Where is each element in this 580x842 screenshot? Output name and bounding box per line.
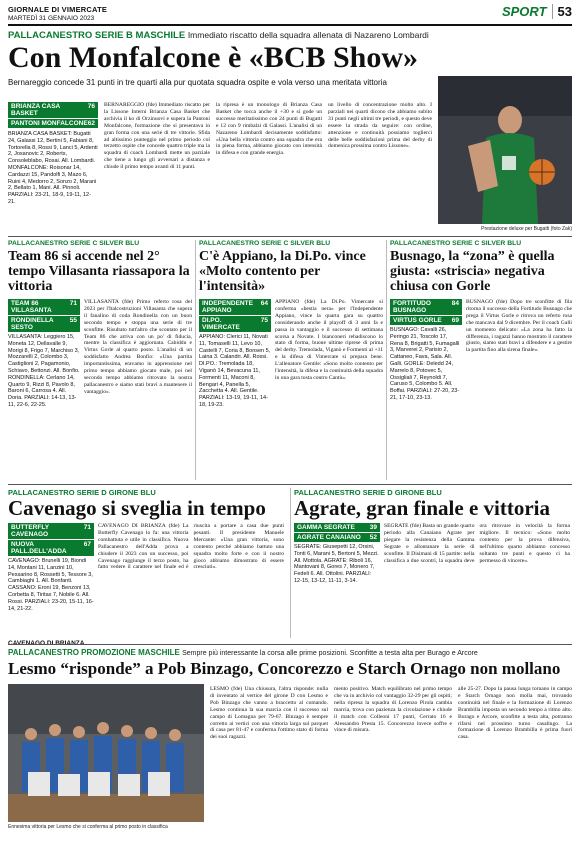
main-col-1: BERNAREGGIO (fde) Immediato riscatto per la Lissone Interni Brianza Casa Basket che archivia il ko di Orzinuovi e supera la Pantoni Monfalcone, formazione che si presentava in gran forma con una serie di tre vittorie. Sfida ad altissimo punteggio nel primo periodo col terzetto ospite che concede quattro triple ma la squadra di coach Lombardi mette un parziale che tiene a lungo gli avversari a distanza e chiude il primo tempo avanti di 11 punti. [104, 102, 210, 171]
main-col-2: la ripresa è un monologo di Brianza Casa Basket che tocca anche il +30 e si gode un successo meritatissimo con 24 punti di Bugatti e 12 con 9 rimbalzi di Galassi. L'analisi di un Nazareno Lombardi decisamente soddisfatto: «Una bella vittoria contro una squadra che era in piena forma, abbiamo giocato con intensità in difesa e con grande energia. [216, 102, 322, 157]
article-kicker: PALLACANESTRO SERIE C SILVER BLU [390, 240, 522, 247]
article-busnago [390, 240, 572, 482]
main-photo-caption: Prestazione deluxe per Bugatti (foto Zak) [481, 226, 572, 232]
bottom-kicker-label: PALLACANESTRO PROMOZIONE MASCHILE [8, 648, 180, 657]
team-photo [8, 684, 204, 822]
bottom-kicker [8, 648, 578, 657]
main-kicker [8, 30, 578, 41]
home-team: INDEPENDENTE APPIANO 64 [199, 299, 271, 315]
main-scorebox [8, 102, 98, 255]
article-headline: C'è Appiano, la Di.Po. vince «Molto contento per l'intensità» [199, 249, 366, 294]
article-body: SEGRATE (fde) Basta un grande quarto periodo alla Canaiano Agrate per piegare la resistenza della Gamma Segrate e allontanare la serie di sconfitte. Il Disimani di 15 partite: nella classifica a due scontri, la squadra deve ora ritrovare in velocità la forma migliore. Il tecnico: «Sono molto contento per la prova difensiva, nell'ultimo quarto abbiamo concesso soltanto tre punti e questo ci ha permesso di vincere». [384, 523, 570, 564]
main-col-3: un livello di concentrazione molto alto. I parziali nei quarti dicono che abbiamo subito 31 punti negli ultimi tre periodi, e questo deve essere la strada da seguire: con ordine, attenzione e continuità possiamo toglierci delle belle soddisfazioni prima del derby di domenica prossima contro Lissone». [328, 102, 432, 150]
basketball-player-photo [438, 76, 572, 224]
article-body: VILLASANTA (fde) Primo referto rosa del 2023 per l'Italcostruzioni Villasanta che supera il fanalino di coda Rondinella con un buon secondo tempo e stoppa una serie di tre sconfitte. Risultato tutt'altro che scontato per il Team 86 che arriva con un po' di fiducia, mentre la classifica è aggiornata. Cabiddu e Virtus Gorle al quarto posto. L'analisi di un soddisfatto Andrea Bonfio: «Una partita importantissima, eravamo in apprensione nel primo tempo abbiamo giocato male, poi nel secondo tempo abbiamo ritrovato la nostra pallacanestro e siamo stati bravi a mantenere il vantaggio». [84, 299, 192, 395]
away-team: DI.PO. VIMERCATE 75 [199, 316, 271, 332]
masthead [8, 6, 107, 23]
divider-3 [8, 644, 572, 645]
article-body: BUSNAGO (fde) Dopo tre sconfitte di fila ritorna il successo della Fortitudo Busnago che prega il Virtus Gorle e ritrova un referto rosa che mancava dal 9 dicembre. Per il coach Galli un momento delicato: «La zona ha fatto la differenza, i ragazzi hanno mostrato il carattere giusto, siamo stati bravi a difendere e a gestire la partita fino alla sirena finale». [466, 299, 572, 354]
article-body: CAVENAGO DI BRIANZA (fde) La Butterfly Cavenago lo fa: una vittoria combattuta e utile in classifica. Nuova Pallacanestro dell'Adda prova a chiudere il 2023 con un successo, poi Cavenago raggiunge il terzo posto, ha fatto vedere il carattere nel finale ed è riuscita a portare a casa due punti pesanti. Il presidente Manuele Mercante: «Una gran vittoria, sono contento perché abbiamo battuto una squadra molto forte e con il nostro gioco abbiamo dimostrato di essere cresciuti». [98, 523, 284, 571]
article-cavenago [8, 488, 286, 640]
home-team: GAMMA SEGRATE 39 [294, 523, 380, 532]
main-kicker-label: PALLACANESTRO SERIE B MASCHILE [8, 30, 186, 41]
bottom-col-2: mento positivo. Match equilibrato nel primo tempo che va in archivio col vantaggio 32-29 per gli ospiti; nella ripresa la squadra di Lorenzo Pirola cambia marcia, trova con pazienza la circolazione e chiude il match con Colleoni 17 punti, Cerrato 16 e Alessandro Presta 15. Concorezzo invece soffre e vince di misura. [334, 686, 452, 734]
header-rule [8, 24, 572, 26]
article-headline: Cavenago si sveglia in tempo [8, 496, 266, 520]
box-score-text: CAVENAGO: Brunelli 19, Biondi 14, Montani 11, Lanzini 10, Pessarino 8, Rossetti 5, Tessore 3, Cambiaghi 1. All. Bonfanti. CASSANO: Eroni 19, Benzoni 13, Corbetta 8, Tiritas 7, Nobile 6. All. Rossi. PARZIALI: 23-20, 15-11, 16-14, 21-22. [8, 558, 94, 612]
column-divider [195, 240, 196, 480]
away-team: NUOVA PALL.DELL'ADDA 67 [8, 540, 94, 556]
article-kicker: PALLACANESTRO SERIE D GIRONE BLU [294, 488, 442, 497]
main-photo [438, 76, 572, 224]
box-score-text: BRIANZA CASA BASKET: Bugatti 24, Galassi 12, Bertini 5, Fabiani 8, Tortorella 8, Rossi 9, Lanci 5, Ardenti 2, Josanovic 2, Roberts, Consoleblabo, Rosai. All. Lombardi. MONFALCONE: Roisonar 14, Cardazzi 15, Pandolfi 3, Mazo 6, Ruini 4, Medorro 2, Sonzo 2, Marani 2, Bellato 1, Mani. All. Pinnoli. PARZIALI: 23-21, 18-9, 19-11, 12-21. [8, 131, 98, 205]
article-kicker: PALLACANESTRO SERIE D GIRONE BLU [8, 488, 156, 497]
away-team: PANTONI MONFALCONE 62 [8, 119, 98, 128]
main-headline: Con Monfalcone è «BCB Show» [8, 41, 419, 74]
column-divider [386, 240, 387, 480]
box-score-text: VILLASANTA: Leggiero 15, Moneta 12, Dellavalle 9, Morigi 8, Frigo 7, Marchiso 3, Mozzarelli 2, Colombo 3, Castiglioni 2, Pagamonio, Schiavo, Bettonzi. All. Bonfio. RONDINELLA: Cerlano 14, Quarto 9, Rizzi 8, Pavolo 8, Baroni 6, Carrosa 4. All. Doria. PARZIALI: 14-13, 13-11, 22-6, 22-25. [8, 334, 80, 408]
box-score-text: BUSNAGO: Cavalli 26, Peringo 21, Toscolo 17, Rena 8, Brigatti 5, Fumagalli 3, Marverei 2, Parisio 2, Cattaneo, Fava, Sala. All. Galli. GORLE: Deledd 24, Marrelo 8, Potovec 5, Ossigliali 7, Reynoldi 7, Caruso 5, Colombo 5. All. Boffai. PARZIALI: 27-20, 23-21, 17-10, 23-13. [390, 327, 460, 401]
issue-date: MARTEDÌ 31 GENNAIO 2023 [8, 15, 95, 22]
article-body: APPIANO (fde) La Di.Po. Vimercate si conferma «bestia nera» per l'Independente Appiano, vince la quarta gara su quattro considerando anche il playoff di 3 anni fa e passa in vantaggio e il successo di settimana scorsa a Novate. I bianconeri rebadiscono lo stato di forma, buone ultime riprese di prima del derby. Tremolada, Viganò e Formenti al +11 e la difesa di Vimercate si prepara bene. L'allenatore Gentile: «Sono molto contento per l'intensità, la difesa e la continuità della squadra in una gara tosta contro Cantù». [275, 299, 383, 381]
home-team: BRIANZA CASA BASKET 76 [8, 102, 98, 118]
box-score-text: APPIANO: Clerici 11, Novati 11, Tomaselli 11, Levo 10, Castelli 7, Coria 8, Bonsen 5, Laina 3. Calandri. All. Rossi. DI.PO.: Tremolada 18, Viganò 14, Bevacuna 11, Formenti 11, Maconi 8, Bengari 4, Panella 5, Zacchetta 4. All. Gentile. PARZIALI: 13-19, 19-11, 14-18, 19-23. [199, 334, 271, 408]
newspaper-name: GIORNALE DI VIMERCATE [8, 5, 108, 14]
section-header [502, 4, 572, 19]
bottom-photo [8, 684, 204, 822]
bottom-photo-caption: Ennesima vittoria per Lesmo che si conferma al primo posto in classifica [8, 824, 168, 830]
column-divider [290, 488, 291, 638]
divider-2 [8, 484, 572, 485]
article-kicker: PALLACANESTRO SERIE C SILVER BLU [199, 240, 331, 247]
bottom-headline: Lesmo “risponde” a Pob Binzago, Concorezzo e Starch Ornago non mollano [8, 659, 561, 678]
article-appiano [199, 240, 383, 482]
article-headline: Team 86 si accende nel 2° tempo Villasanta riassapora la vittoria [8, 249, 190, 294]
article-agrate [294, 488, 572, 640]
article-headline: Agrate, gran finale e vittoria [294, 496, 551, 520]
section-name: SPORT [501, 4, 547, 19]
home-team: FORTITUDO BUSNAGO 84 [390, 299, 462, 315]
box-score-text: SEGRATE: Giusepetti 12, Orsini, Tonti 6, Marani 5, Bertoni 5, Mezzi. All. Mottola. AGRATE: Riboli 16, Mantovani 8, Gores 7, Monero 7, Fedeli 6. All. Ottolini. PARZIALI: 12-15, 13-12, 11-11, 3-14. [294, 544, 379, 584]
article-kicker: PALLACANESTRO SERIE C SILVER BLU [8, 240, 140, 247]
article-villasanta [8, 240, 192, 482]
main-kicker-sub: Immediato riscatto della squadra allenata di Nazareno Lombardi [187, 30, 429, 40]
home-team: BUTTERFLY CAVENAGO 71 [8, 523, 94, 539]
away-team: VIRTUS GORLE 69 [390, 316, 462, 325]
away-team: RONDINELLA SESTO 55 [8, 316, 80, 332]
article-headline: Busnago, la “zona” è quella giusta: «striscia» negativa chiusa con Gorle [390, 249, 555, 294]
main-subhead: Bernareggio concede 31 punti in tre quarti alla pur quotata squadra ospite e vola verso una meritata vittoria [8, 78, 387, 87]
divider-1 [8, 236, 572, 237]
page-number: 53 [552, 4, 572, 19]
bottom-col-3: alle 25-27. Dopo la pausa lunga tornano in campo e Starch Ornago non molla mai, trovando continuità nel finale e la formazione di Lorenzo Brambilla imposta un secondo tempo a ritmo alto. Burago e Arcore, sconfitte a testa alta, potranno rifarsi nel prossimo turno casalingo. La formazione di Lorenzo Brambilla è prima fuori casa. [458, 686, 572, 741]
bottom-kicker-sub: Sempre più interessante la corsa alle prime posizioni. Sconfitte a testa alta per Burago e Arcore [182, 650, 478, 657]
home-team: TEAM 86 VILLASANTA 71 [8, 299, 80, 315]
bottom-col-1: LESMO (fde) Una chiusura, l'altra risponde: nulla di inventato al vertice del girone D con Lesmo e Pob Binzago che vanno a braccetto al comando. Lesmo continua la sua marcia con il successo sul campo di Lomagna per 79-67. Binzago è sempre corretto ai vertici con una vittoria larga sul parquet di casa per 81-47 e conferma l'ottimo stato di forma dei suoi ragazzi. [210, 686, 328, 741]
away-team: AGRATE CANAIANO 52 [294, 533, 380, 542]
